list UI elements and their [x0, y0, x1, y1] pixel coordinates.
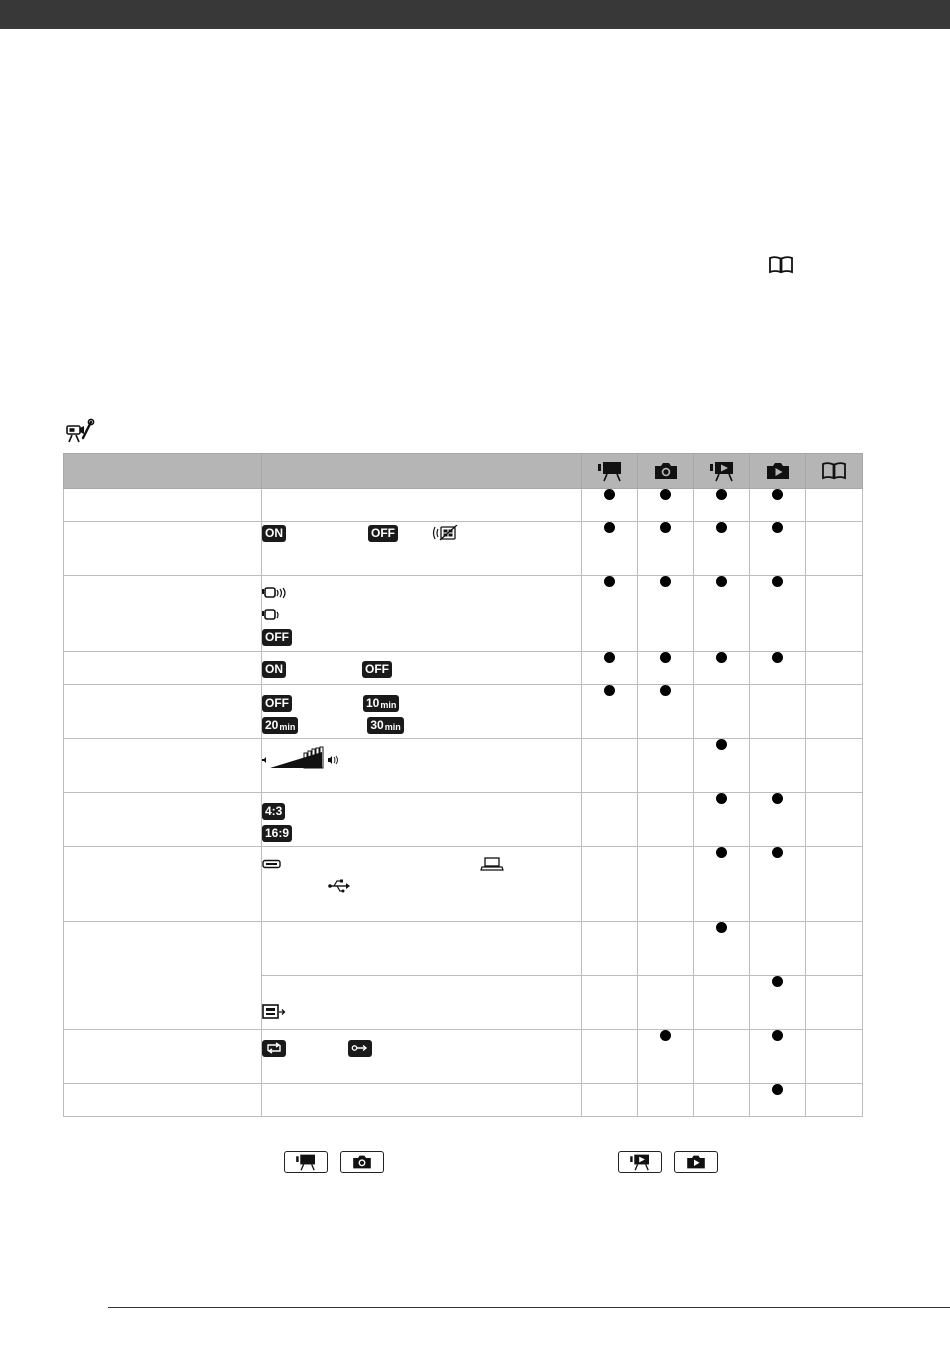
- on-option-icon: ON: [262, 525, 286, 542]
- header-menu-item: [64, 454, 262, 489]
- availability-dot: [604, 576, 615, 587]
- setting-name-cell: [64, 793, 262, 847]
- availability-dot: [660, 1030, 671, 1041]
- footer-rule: [108, 1307, 950, 1308]
- setting-name-cell: [64, 652, 262, 685]
- setup-tools-icon: [65, 418, 95, 444]
- availability-dot: [604, 652, 615, 663]
- availability-dot: [716, 489, 727, 500]
- 20min-option-icon: 20 $_{min}$: [262, 717, 298, 734]
- setting-options-cell: [262, 576, 582, 652]
- mode-cell: [694, 1084, 750, 1117]
- mode-cell: [582, 489, 638, 522]
- setting-options-cell: [262, 1084, 582, 1117]
- availability-dot: [716, 522, 727, 533]
- movie-record-mode-icon: [597, 460, 623, 482]
- setting-options-cell: [262, 793, 582, 847]
- setting-name-cell: [64, 847, 262, 922]
- hdmi-connector-icon: [262, 859, 282, 869]
- mode-cell: [750, 922, 806, 976]
- availability-dot: [716, 576, 727, 587]
- photo-playback-mode-icon: [765, 461, 791, 481]
- table-row: [64, 793, 863, 847]
- mode-cell: [638, 1084, 694, 1117]
- sound-high-icon: [262, 586, 290, 600]
- mode-cell: [582, 1084, 638, 1117]
- page-reference-cell: [806, 1084, 863, 1117]
- mode-cell: [694, 976, 750, 1030]
- setting-name-cell: [64, 489, 262, 522]
- mode-cell: [694, 489, 750, 522]
- sound-low-icon: [262, 608, 290, 622]
- availability-dot: [660, 522, 671, 533]
- page-reference-cell: [806, 922, 863, 976]
- reset-numbering-icon: [348, 1040, 372, 1057]
- table-row: [64, 847, 863, 922]
- page-reference-cell: [806, 685, 863, 739]
- availability-dot: [604, 685, 615, 696]
- mode-cell: [750, 685, 806, 739]
- mode-cell: [638, 793, 694, 847]
- setting-name-cell: [64, 1084, 262, 1117]
- mode-cell: [582, 922, 638, 976]
- availability-dot: [772, 793, 783, 804]
- mode-cell: [750, 489, 806, 522]
- mode-cell: [582, 739, 638, 793]
- setting-options-cell: [262, 1030, 582, 1084]
- table-row: [64, 576, 863, 652]
- mode-cell: [582, 1030, 638, 1084]
- mode-cell: [638, 976, 694, 1030]
- table-row: [64, 1084, 863, 1117]
- mode-cell: [638, 739, 694, 793]
- availability-dot: [716, 652, 727, 663]
- availability-dot: [772, 489, 783, 500]
- availability-dot: [772, 1084, 783, 1095]
- setting-options-cell: [262, 652, 582, 685]
- 10min-option-icon: 10 $_{min}$: [363, 695, 399, 712]
- off-option-icon: OFF: [368, 525, 398, 542]
- photo-record-mode-icon: [340, 1151, 384, 1173]
- availability-dot: [660, 489, 671, 500]
- photo-record-mode-icon: [653, 461, 679, 481]
- setting-name-cell: [64, 576, 262, 652]
- mode-cell: [638, 847, 694, 922]
- movie-playback-mode-icon: [618, 1151, 662, 1173]
- setting-options-cell: [262, 976, 582, 1030]
- mode-cell: [582, 793, 638, 847]
- availability-dot: [716, 793, 727, 804]
- setting-name-cell: [64, 1030, 262, 1084]
- slideshow-export-icon: [262, 1004, 286, 1020]
- setting-options-cell: [262, 847, 582, 922]
- table-row: [64, 1030, 863, 1084]
- setting-options-cell: [262, 489, 582, 522]
- table-row: [64, 685, 863, 739]
- availability-dot: [604, 522, 615, 533]
- setting-name-cell: [64, 922, 262, 1030]
- page-reference-cell: [806, 793, 863, 847]
- page-reference-cell: [806, 489, 863, 522]
- aspect-4-3-option-icon: 4:3: [262, 803, 285, 820]
- movie-playback-mode-icon: [709, 460, 735, 482]
- setting-name-cell: [64, 739, 262, 793]
- table-row: [64, 489, 863, 522]
- table-row: [64, 522, 863, 576]
- page-reference-cell: [806, 1030, 863, 1084]
- mode-cell: [582, 976, 638, 1030]
- header-movie-playback: [694, 454, 750, 489]
- volume-scale-icon: [262, 746, 344, 770]
- availability-dot: [772, 522, 783, 533]
- usb-icon: [328, 879, 350, 893]
- availability-dot: [772, 976, 783, 987]
- header-movie-record: [582, 454, 638, 489]
- page-reference-icon: [821, 461, 847, 481]
- setting-options-cell: [262, 922, 582, 976]
- availability-dot: [716, 922, 727, 933]
- page-reference-cell: [806, 522, 863, 576]
- off-option-icon: OFF: [262, 629, 292, 646]
- availability-dot: [772, 847, 783, 858]
- availability-dot: [660, 685, 671, 696]
- setting-options-cell: [262, 522, 582, 576]
- availability-dot: [772, 652, 783, 663]
- page-reference-cell: [806, 739, 863, 793]
- photo-playback-mode-icon: [674, 1151, 718, 1173]
- off-option-icon: OFF: [362, 661, 392, 678]
- availability-dot: [716, 739, 727, 750]
- page-reference-cell: [806, 847, 863, 922]
- availability-dot: [772, 576, 783, 587]
- header-photo-playback: [750, 454, 806, 489]
- mode-cell: [638, 922, 694, 976]
- page-reference-cell: [806, 652, 863, 685]
- availability-dot: [716, 847, 727, 858]
- mode-cell: [694, 685, 750, 739]
- movie-record-mode-icon: [284, 1151, 328, 1173]
- mode-cell: [750, 739, 806, 793]
- mode-cell: [582, 847, 638, 922]
- page-reference-cell: [806, 976, 863, 1030]
- mode-cell: [638, 489, 694, 522]
- aspect-16-9-option-icon: 16:9: [262, 825, 292, 842]
- table-header-row: [64, 454, 863, 489]
- table-row: [64, 922, 863, 976]
- setting-options-cell: [262, 739, 582, 793]
- computer-icon: [480, 857, 504, 871]
- setting-options-cell: [262, 685, 582, 739]
- availability-dot: [772, 1030, 783, 1041]
- header-bar: [0, 0, 950, 29]
- table-row: [64, 652, 863, 685]
- continuous-numbering-icon: [262, 1040, 286, 1057]
- setting-name-cell: [64, 685, 262, 739]
- setting-name-cell: [64, 522, 262, 576]
- book-icon: [768, 255, 794, 275]
- availability-dot: [660, 652, 671, 663]
- page-reference-cell: [806, 576, 863, 652]
- sensor-off-icon: [432, 525, 460, 541]
- table-row: [64, 739, 863, 793]
- mode-cell: [694, 1030, 750, 1084]
- availability-dot: [604, 489, 615, 500]
- on-option-icon: ON: [262, 661, 286, 678]
- availability-dot: [660, 576, 671, 587]
- off-option-icon: OFF: [262, 695, 292, 712]
- header-photo-record: [638, 454, 694, 489]
- 30min-option-icon: 30 $_{min}$: [367, 717, 403, 734]
- header-setting-options: [262, 454, 582, 489]
- header-page-reference: [806, 454, 863, 489]
- settings-table: [63, 453, 863, 1117]
